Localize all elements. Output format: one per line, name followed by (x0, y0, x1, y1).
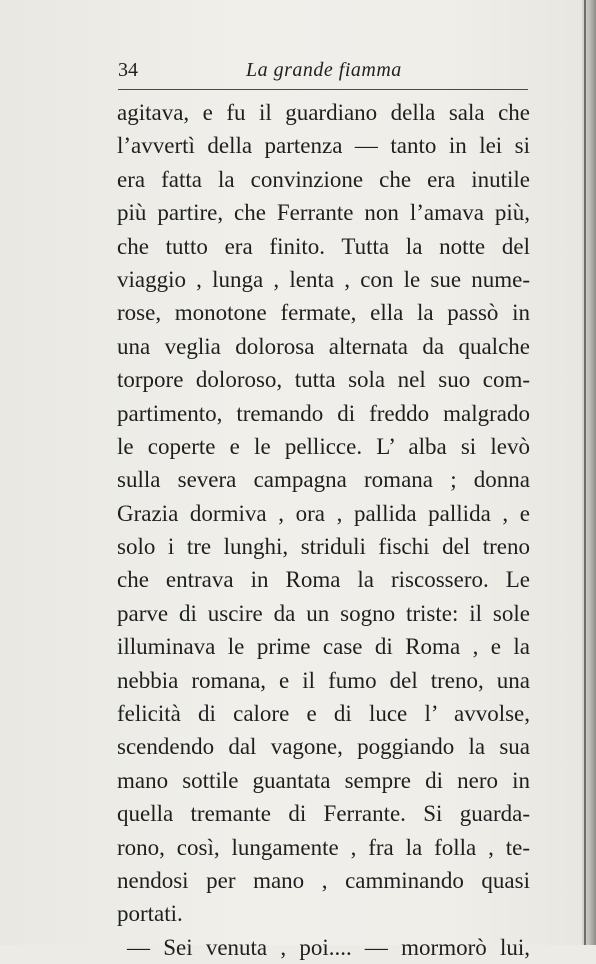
text-line: era fatta la convinzione che era inutile (117, 166, 530, 192)
text-line: torpore doloroso, tutta sola nel suo com- (117, 367, 530, 393)
text-line: mano sottile guantata sempre di nero in (117, 767, 530, 793)
text-line: agitava, e fu il guardiano della sala che (117, 100, 530, 125)
text-line: illuminava le prime case di Roma , e la (117, 634, 530, 660)
text-line: parve di uscire da un sogno triste: il sole (117, 600, 530, 626)
text-line: partimento, tremando di freddo malgrado (117, 400, 530, 426)
text-line: Grazia dormiva , ora , pallida pallida , e (117, 500, 530, 526)
text-line: scendendo dal vagone, poggiando la sua (117, 734, 530, 760)
text-line: quella tremante di Ferrante. Si guarda- (117, 801, 530, 827)
text-line: l’avvertì della partenza — tanto in lei si (117, 133, 530, 159)
header-rule (118, 89, 528, 90)
body-text (117, 96, 530, 964)
running-title: La grande fiamma (246, 59, 402, 81)
text-line: nendosi per mano , camminando quasi (117, 867, 530, 893)
text-line: viaggio , lunga , lenta , con le sue nume- (117, 266, 530, 292)
text-line: una veglia dolorosa alternata da qualche (117, 333, 530, 359)
text-line-dialogue: — Sei venuta , poi.... — mormorò lui, (127, 934, 530, 960)
text-line: rose, monotone fermate, ella la passò in (117, 300, 530, 326)
text-line: solo i tre lunghi, striduli fischi del treno (117, 534, 530, 560)
binding-edge-line (584, 0, 586, 945)
text-line: rono, così, lungamente , fra la folla , te- (117, 834, 530, 860)
text-line: che entrava in Roma la riscossero. Le (117, 567, 530, 593)
text-line-paragraph-end: portati. (117, 901, 183, 927)
text-line: che tutto era finito. Tutta la notte del (117, 233, 530, 259)
page-number: 34 (118, 59, 138, 81)
text-line: le coperte e le pellicce. L’ alba si levò (117, 433, 530, 459)
text-line: più partire, che Ferrante non l’amava più, (117, 200, 530, 226)
text-line: felicità di calore e di luce l’ avvolse, (117, 701, 530, 727)
text-line: nebbia romana, e il fumo del treno, una (117, 667, 530, 693)
page-header (118, 56, 528, 84)
text-line: sulla severa campagna romana ; donna (117, 467, 530, 493)
